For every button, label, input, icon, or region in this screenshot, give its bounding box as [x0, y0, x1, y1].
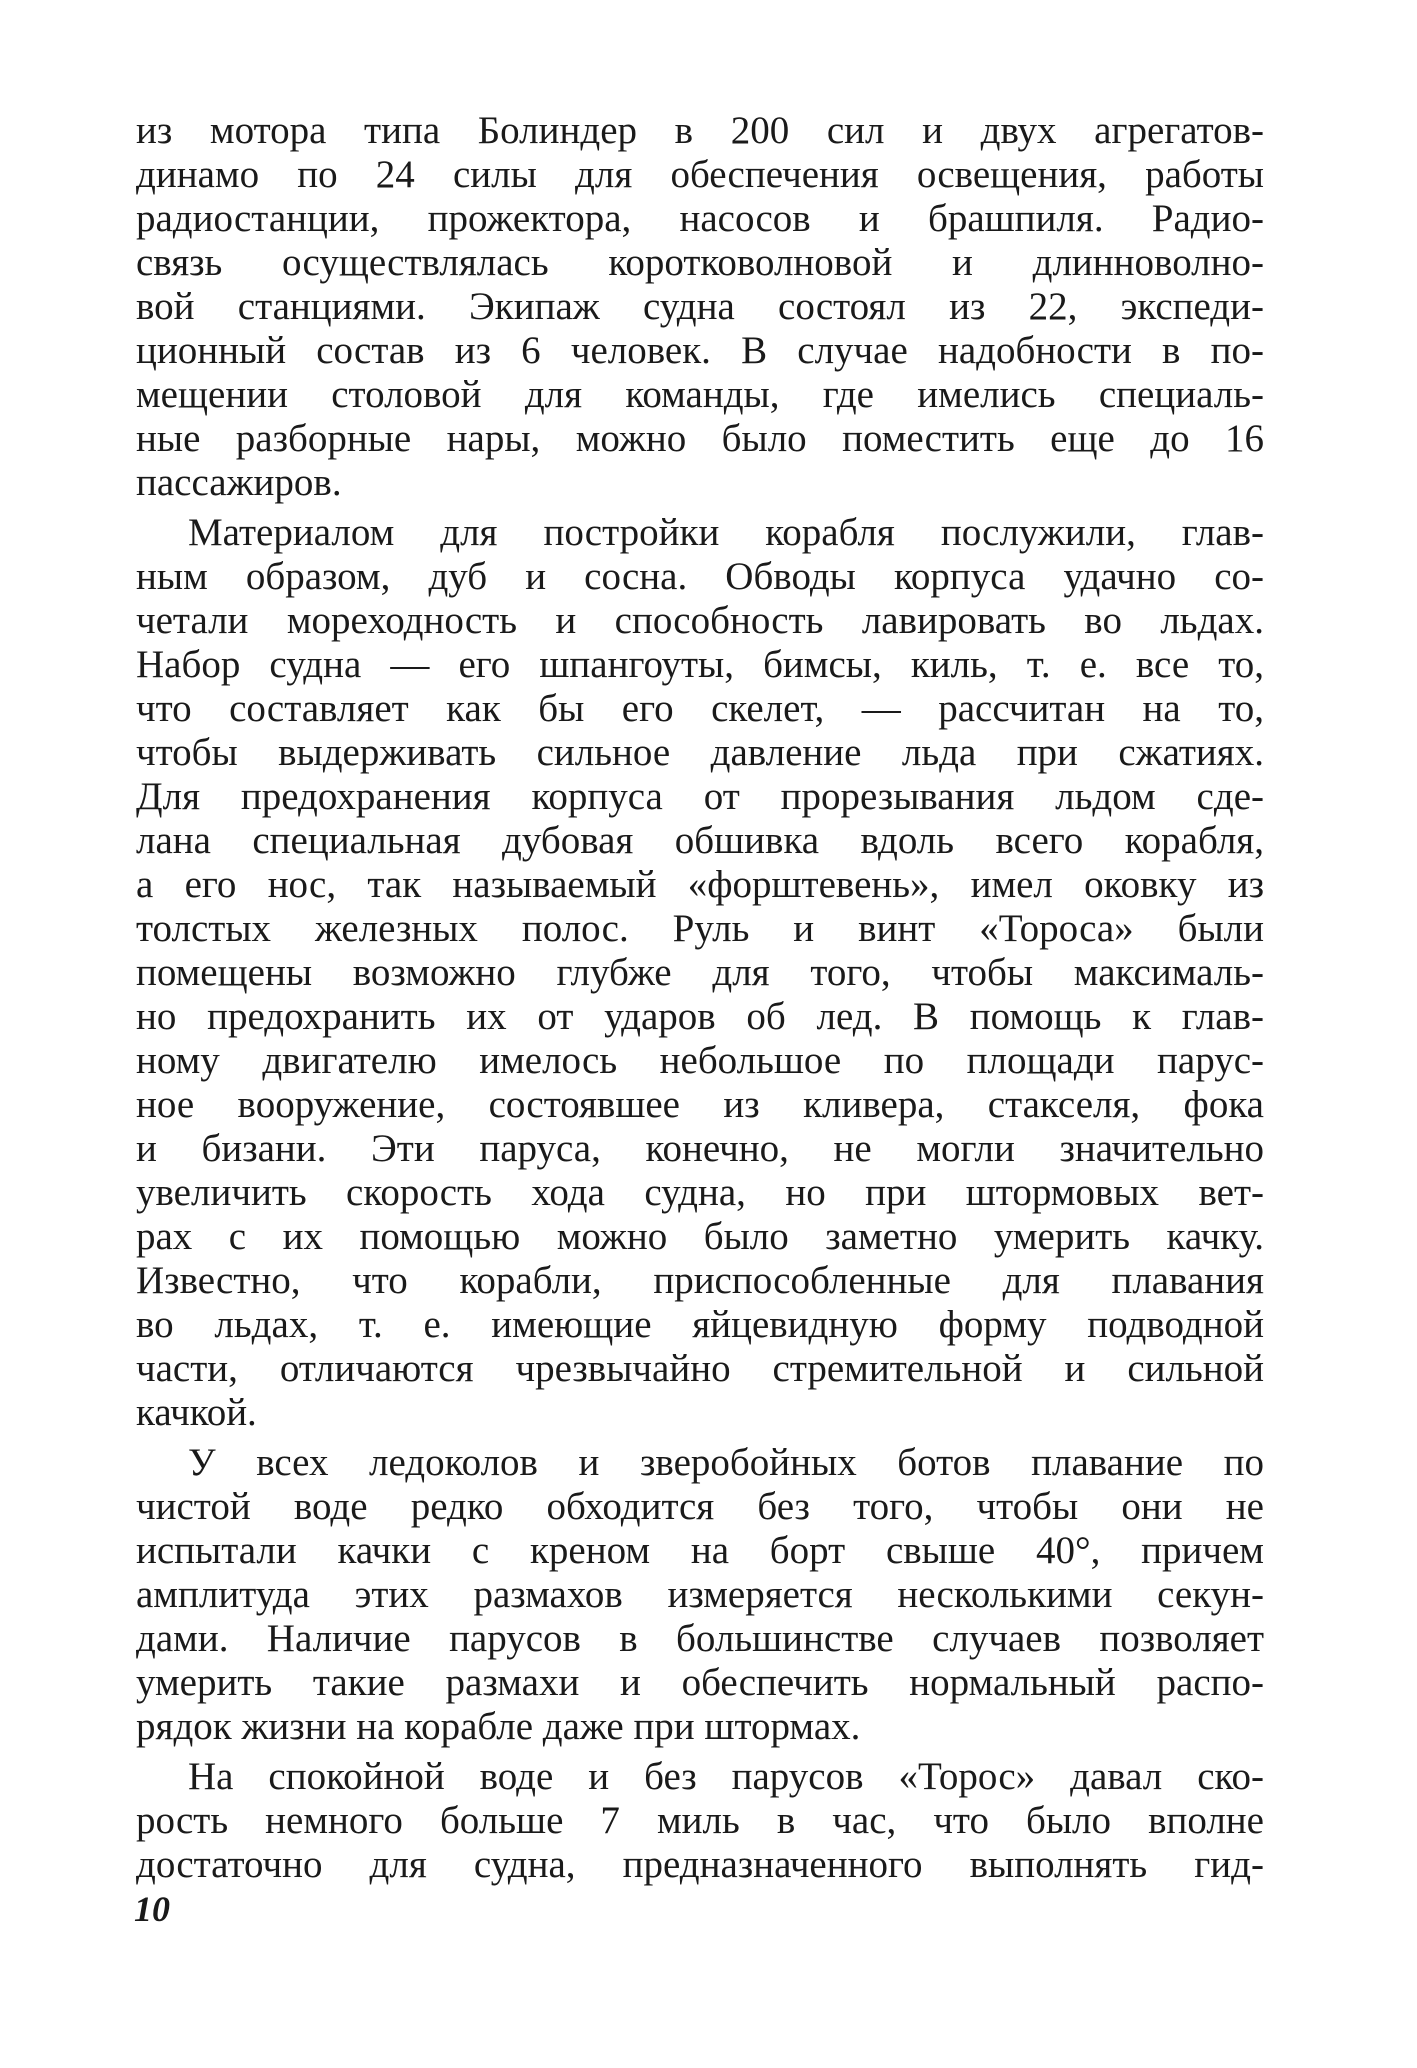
text-line: рах с их помощью можно было заметно умерить качку. [136, 1215, 1264, 1258]
text-line: дами. Наличие парусов в большинстве случаев позволяет [136, 1617, 1264, 1660]
text-line: ным образом, дуб и сосна. Обводы корпуса удачно со- [136, 555, 1264, 598]
text-line: чистой воде редко обходится без того, чтобы они не [136, 1485, 1264, 1528]
text-line: вой станциями. Экипаж судна состоял из 22, экспеди- [136, 285, 1264, 328]
text-line: ционный состав из 6 человек. В случае надобности в по- [136, 329, 1264, 372]
text-line: и бизани. Эти паруса, конечно, не могли значительно [136, 1127, 1264, 1170]
text-line: динамо по 24 силы для обеспечения освещения, работы [136, 153, 1264, 196]
text-line: толстых железных полос. Руль и винт «Тороса» были [136, 907, 1264, 950]
text-line: Набор судна — его шпангоуты, бимсы, киль, т. е. все то, [136, 643, 1264, 686]
text-line: во льдах, т. е. имеющие яйцевидную форму подводной [136, 1303, 1264, 1346]
paragraph [136, 109, 1264, 505]
paragraph [136, 1441, 1264, 1749]
text-line: мещении столовой для команды, где имелись специаль- [136, 373, 1264, 416]
text-line: У всех ледоколов и зверобойных ботов плавание по [188, 1441, 1264, 1484]
text-line: четали мореходность и способность лавировать во льдах. [136, 599, 1264, 642]
text-line: ные разборные нары, можно было поместить еще до 16 [136, 417, 1264, 460]
text-line: что составляет как бы его скелет, — рассчитан на то, [136, 687, 1264, 730]
text-line: но предохранить их от ударов об лед. В помощь к глав- [136, 995, 1264, 1038]
text-line: чтобы выдерживать сильное давление льда при сжатиях. [136, 731, 1264, 774]
text-line: рость немного больше 7 миль в час, что было вполне [136, 1799, 1264, 1842]
text-line: Материалом для постройки корабля послужили, глав- [188, 511, 1264, 554]
page-body-text [136, 109, 1264, 1887]
text-line: рядок жизни на корабле даже при штормах. [136, 1705, 861, 1748]
text-line: ному двигателю имелось небольшое по площади парус- [136, 1039, 1264, 1082]
text-line: Известно, что корабли, приспособленные для плавания [136, 1259, 1264, 1302]
text-line: части, отличаются чрезвычайно стремительной и сильной [136, 1347, 1264, 1390]
text-line: а его нос, так называемый «форштевень», имел оковку из [136, 863, 1264, 906]
text-line: качкой. [136, 1391, 257, 1434]
page-number: 10 [134, 1889, 170, 1929]
text-line: пассажиров. [136, 461, 342, 504]
text-line: лана специальная дубовая обшивка вдоль всего корабля, [136, 819, 1264, 862]
text-line: увеличить скорость хода судна, но при штормовых вет- [136, 1171, 1264, 1214]
text-line: На спокойной воде и без парусов «Торос» давал ско- [188, 1755, 1264, 1798]
text-line: амплитуда этих размахов измеряется несколькими секун- [136, 1573, 1264, 1616]
paragraph [136, 1755, 1264, 1887]
text-line: умерить такие размахи и обеспечить нормальный распо- [136, 1661, 1264, 1704]
text-line: помещены возможно глубже для того, чтобы максималь- [136, 951, 1264, 994]
text-line: радиостанции, прожектора, насосов и брашпиля. Радио- [136, 197, 1264, 240]
paragraph [136, 511, 1264, 1435]
text-line: испытали качки с креном на борт свыше 40°, причем [136, 1529, 1264, 1572]
text-line: связь осуществлялась коротковолновой и длинноволно- [136, 241, 1264, 284]
text-line: из мотора типа Болиндер в 200 сил и двух агрегатов- [136, 109, 1264, 152]
text-line: Для предохранения корпуса от прорезывания льдом сде- [136, 775, 1264, 818]
text-line: ное вооружение, состоявшее из кливера, стакселя, фока [136, 1083, 1264, 1126]
text-line: достаточно для судна, предназначенного выполнять гид- [136, 1843, 1264, 1886]
